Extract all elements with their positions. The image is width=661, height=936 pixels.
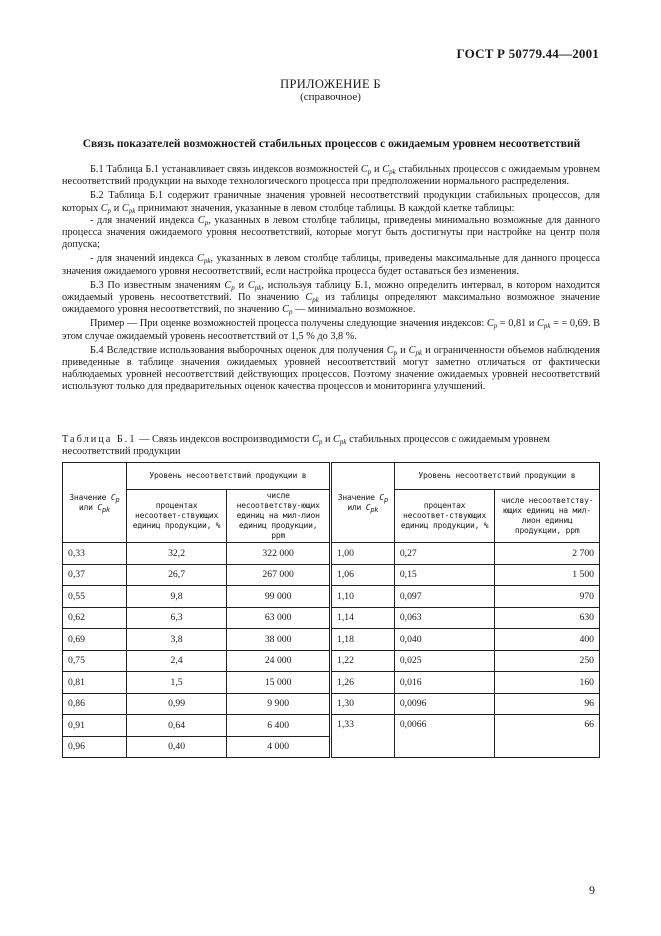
document-code: ГОСТ Р 50779.44—2001 xyxy=(456,46,599,61)
appendix-title: ПРИЛОЖЕНИЕ Б xyxy=(280,77,381,91)
header-percent-left: процентах несоответ-ствующих единиц продукции, % xyxy=(126,490,227,543)
cell-percent: 9,8 xyxy=(126,586,227,608)
cell-percent: 0,99 xyxy=(126,693,227,715)
cell-percent: 0,15 xyxy=(394,564,495,586)
paragraph-example: Пример — При оценке возможностей процесса получены следующие значения индексов: $C_p = 0,81$ и $C_{pk}$ = = 0,69. В этом случае ожидаемый уровень несоответствий от 1,5 % до 3,8 %. xyxy=(62,318,600,342)
cell-value: 0,69 xyxy=(63,629,127,651)
cell-value: 1,10 xyxy=(331,586,394,608)
cell-value: 0,81 xyxy=(63,672,127,694)
cell-ppm: 267 000 xyxy=(227,564,330,586)
cell-percent: 0,64 xyxy=(126,715,227,737)
cell-percent: 0,040 xyxy=(394,629,495,651)
cell-value: 1,14 xyxy=(331,607,394,629)
section-title: Связь показателей возможностей стабильных процессов с ожидаемым уровнем несоответствий xyxy=(82,138,581,150)
cell-ppm: 38 000 xyxy=(227,629,330,651)
cell-ppm: 6 400 xyxy=(227,715,330,737)
paragraph-b2-item-2: - для значений индекса $C_{pk}$, указанных в левом столбце таблицы, приведены максимальные для данного процесса значения ожидаемого уровня несоответствий, если настройка процесса будет оставаться без изменения. xyxy=(62,253,600,277)
header-value-left: Значение $C_p$ или $C_{pk}$ xyxy=(63,463,127,543)
table-row xyxy=(63,564,600,586)
cell-value: 0,33 xyxy=(63,543,127,565)
table-row xyxy=(63,650,600,672)
table-row xyxy=(63,715,600,737)
appendix-subtitle: (справочное) xyxy=(300,91,361,103)
table-b1 xyxy=(62,462,600,758)
cell-value: 0,55 xyxy=(63,586,127,608)
cell-percent: 26,7 xyxy=(126,564,227,586)
cell-ppm: 66 xyxy=(495,715,600,758)
cell-value: 0,96 xyxy=(63,736,127,758)
cell-value: 1,22 xyxy=(331,650,394,672)
cell-value: 1,33 xyxy=(331,715,394,758)
table-row xyxy=(63,586,600,608)
cell-ppm: 322 000 xyxy=(227,543,330,565)
cell-value: 1,06 xyxy=(331,564,394,586)
cell-ppm: 250 xyxy=(495,650,600,672)
table-caption: Таблица Б.1 — Связь индексов воспроизводимости $C_p$ и $C_{pk}$ стабильных процессов с ожидаемым уровнем несоответствий продукции xyxy=(62,434,550,458)
cell-percent: 0,40 xyxy=(126,736,227,758)
cell-percent: 1,5 xyxy=(126,672,227,694)
table-row xyxy=(63,543,600,565)
cell-percent: 0,0066 xyxy=(394,715,495,758)
table-row xyxy=(63,607,600,629)
cell-value: 0,37 xyxy=(63,564,127,586)
cell-ppm: 63 000 xyxy=(227,607,330,629)
paragraph-b2-item-1: - для значений индекса $C_p$, указанных в левом столбце таблицы, приведены минимально возможные для данного процесса значения ожидаемого уровня несоответствий, которые могут быть достигнуты при настройке на центр поля допуска; xyxy=(62,214,600,251)
cell-percent: 0,27 xyxy=(394,543,495,565)
cell-ppm: 970 xyxy=(495,586,600,608)
cell-ppm: 1 500 xyxy=(495,564,600,586)
header-ppm-left: числе несоответству-ющих единиц на мил-лион единиц продукции, ppm xyxy=(227,490,330,543)
paragraph-b1: Б.1 Таблица Б.1 устанавливает связь индексов возможностей $C_p$ и $C_{pk}$ стабильных процессов с ожидаемым уровнем несоответствий продукции на выходе технологического процесса при предположении нормального распределения. xyxy=(62,164,600,188)
cell-ppm: 9 900 xyxy=(227,693,330,715)
cell-ppm: 400 xyxy=(495,629,600,651)
cell-value: 0,62 xyxy=(63,607,127,629)
header-value-right: Значение $C_p$ или $C_{pk}$ xyxy=(331,463,394,543)
cell-value: 0,75 xyxy=(63,650,127,672)
table-row xyxy=(63,629,600,651)
paragraph-b2: Б.2 Таблица Б.1 содержит граничные значения уровней несоответствий продукции стабильных процессов, для которых $C_p$ и $C_{pk}$ принимают значения, указанные в левом столбце таблицы. В каждой клетке таблицы: xyxy=(62,190,600,215)
cell-percent: 32,2 xyxy=(126,543,227,565)
cell-value: 0,91 xyxy=(63,715,127,737)
header-percent-right: процентах несоответ-ствующих единиц продукции, % xyxy=(394,490,495,543)
cell-value: 0,86 xyxy=(63,693,127,715)
cell-percent: 0,0096 xyxy=(394,693,495,715)
cell-ppm: 24 000 xyxy=(227,650,330,672)
cell-value: 1,30 xyxy=(331,693,394,715)
table-row xyxy=(63,672,600,694)
cell-value: 1,26 xyxy=(331,672,394,694)
cell-percent: 6,3 xyxy=(126,607,227,629)
cell-ppm: 99 000 xyxy=(227,586,330,608)
table-row xyxy=(63,693,600,715)
header-level-group-left: Уровень несоответствий продукции в xyxy=(126,463,329,490)
paragraph-b3: Б.3 По известным значениям $C_p$ и $C_{pk}$, используя таблицу Б.1, можно определить интервал, в котором находится ожидаемый уровень несоответствий. По значению $C_{pk}$ из таблицы определяют максимально возможное значение ожидаемого уровня несоответствий, по значению $C_p$ — минимально возможное. xyxy=(62,279,600,317)
page-number: 9 xyxy=(589,883,595,897)
cell-ppm: 160 xyxy=(495,672,600,694)
cell-ppm: 96 xyxy=(495,693,600,715)
cell-ppm: 2 700 xyxy=(495,543,600,565)
cell-percent: 0,025 xyxy=(394,650,495,672)
header-level-group-right: Уровень несоответствий продукции в xyxy=(394,463,599,490)
cell-percent: 2,4 xyxy=(126,650,227,672)
cell-percent: 0,097 xyxy=(394,586,495,608)
header-ppm-right: числе несоответству-ющих единиц на мил-лион единиц продукции, ppm xyxy=(495,490,600,543)
cell-ppm: 15 000 xyxy=(227,672,330,694)
body-text xyxy=(62,164,600,394)
cell-ppm: 4 000 xyxy=(227,736,330,758)
cell-percent: 3,8 xyxy=(126,629,227,651)
cell-value: 1,00 xyxy=(331,543,394,565)
cell-percent: 0,016 xyxy=(394,672,495,694)
cell-percent: 0,063 xyxy=(394,607,495,629)
paragraph-b4: Б.4 Вследствие использования выборочных оценок для получения $C_p$ и $C_{pk}$ и ограниченности объемов наблюдения приведенные в таблице значения ожидаемых уровней несоответствий могут заметно отличаться от фактически наблюдаемых уровней несоответствий действующих процессов. Поэтому значение ожидаемых уровней несоответствий используют только для предварительных оценок качества процессов и мониторинга улучшений. xyxy=(62,344,600,393)
cell-value: 1,18 xyxy=(331,629,394,651)
cell-ppm: 630 xyxy=(495,607,600,629)
